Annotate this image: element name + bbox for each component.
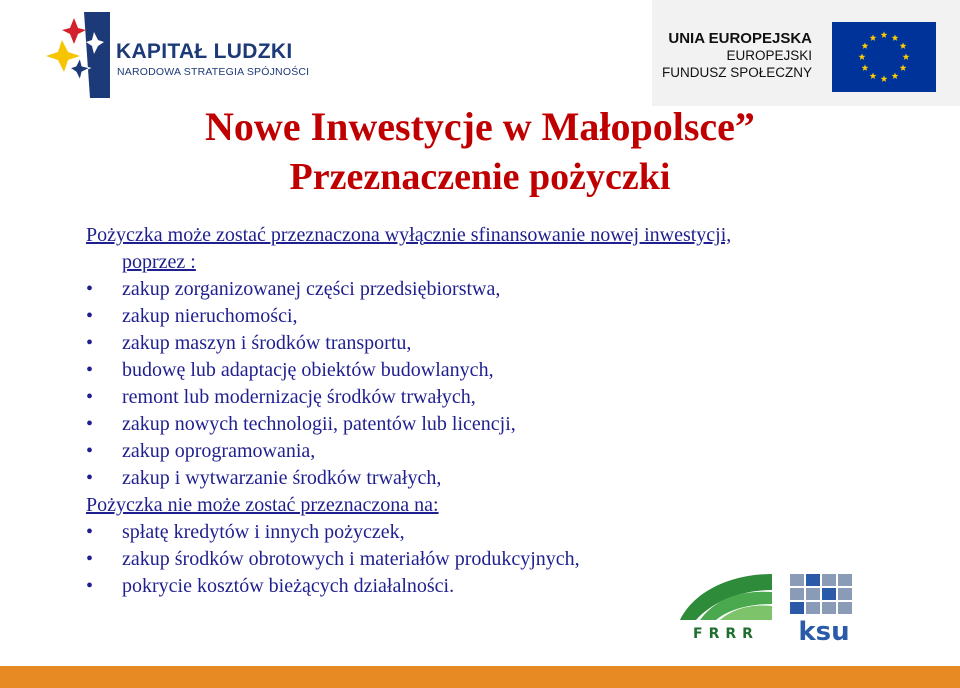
kapital-ludzki-name: KAPITAŁ LUDZKI: [116, 40, 293, 63]
bullet-icon: •: [86, 521, 94, 543]
bottom-bar: [0, 666, 960, 688]
list-item: [86, 465, 886, 492]
kapital-ludzki-emblem-icon: [40, 12, 110, 98]
list-item: [86, 276, 886, 303]
ksu-logo-text: ksu: [798, 617, 850, 644]
allowed-list: [86, 276, 886, 492]
slide-content: [86, 222, 886, 600]
frrr-logo: [676, 568, 776, 644]
list-item: [86, 303, 886, 330]
kapital-ludzki-subtitle: NARODOWA STRATEGIA SPÓJNOŚCI: [117, 66, 310, 78]
list-item-text: zakup środków obrotowych i materiałów produkcyjnych,: [122, 548, 580, 570]
kapital-ludzki-logo: [40, 10, 310, 102]
bullet-icon: •: [86, 332, 94, 354]
bullet-icon: •: [86, 575, 94, 597]
list-item: [86, 411, 886, 438]
eu-line-2: EUROPEJSKI: [726, 48, 812, 63]
list-item-text: zakup i wytwarzanie środków trwałych,: [122, 467, 442, 489]
list-item-text: spłatę kredytów i innych pożyczek,: [122, 521, 405, 543]
list-item-text: zakup zorganizowanej części przedsiębiorstwa,: [122, 278, 501, 300]
bullet-icon: •: [86, 278, 94, 300]
list-item-text: remont lub modernizację środków trwałych,: [122, 386, 476, 408]
ksu-logo: [786, 572, 862, 644]
eu-flag-icon: [832, 22, 936, 92]
list-item-text: zakup nieruchomości,: [122, 305, 298, 327]
bullet-icon: •: [86, 440, 94, 462]
eu-line-3: FUNDUSZ SPOŁECZNY: [661, 65, 812, 80]
eu-text: [662, 30, 812, 81]
bullet-icon: •: [86, 359, 94, 381]
list-item-text: zakup oprogramowania,: [122, 440, 316, 462]
list-item: [86, 330, 886, 357]
title-line-2: Przeznaczenie pożyczki: [289, 156, 671, 198]
title-line-1: Nowe Inwestycje w Małopolsce”: [205, 104, 755, 149]
list-item: [86, 357, 886, 384]
bullet-icon: •: [86, 467, 94, 489]
list-item: [86, 384, 886, 411]
list-item: [86, 519, 886, 546]
bullet-icon: •: [86, 305, 94, 327]
list-item-text: pokrycie kosztów bieżących działalności.: [122, 575, 455, 597]
not-allowed-heading: Pożyczka nie może zostać przeznaczona na:: [86, 494, 439, 516]
frrr-logo-text: FRRR: [693, 626, 759, 642]
intro-text: Pożyczka może zostać przeznaczona wyłącznie sfinansowanie nowej inwestycji,: [86, 224, 732, 246]
eu-logo-block: [652, 0, 960, 106]
list-item-text: zakup nowych technologii, patentów lub licencji,: [122, 413, 516, 435]
list-item-text: zakup maszyn i środków transportu,: [122, 332, 412, 354]
slide-title: [0, 102, 960, 202]
bullet-icon: •: [86, 386, 94, 408]
eu-line-1: UNIA EUROPEJSKA: [668, 30, 812, 47]
intro-continuation: poprzez :: [122, 251, 196, 273]
list-item: [86, 438, 886, 465]
bullet-icon: •: [86, 548, 94, 570]
list-item-text: budowę lub adaptację obiektów budowlanych,: [122, 359, 494, 381]
bullet-icon: •: [86, 413, 94, 435]
